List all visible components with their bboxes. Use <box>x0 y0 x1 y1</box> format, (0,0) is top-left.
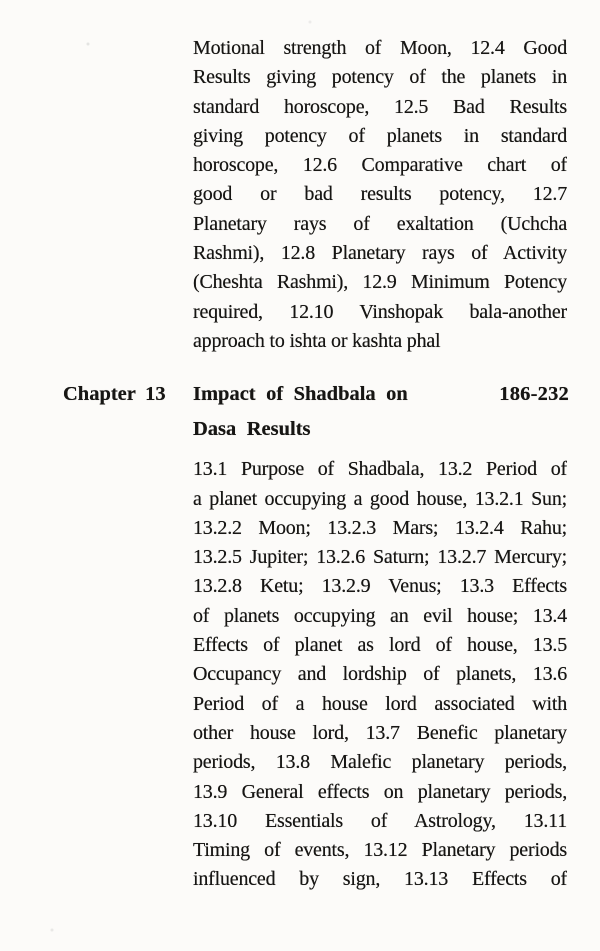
chapter-title-block <box>193 377 569 447</box>
chapter13-details-paragraph <box>193 455 567 894</box>
text-line: other house lord, 13.7 Benefic planetary <box>193 721 567 744</box>
text-line: 13.2.8 Ketu; 13.2.9 Venus; 13.3 Effects <box>193 575 567 598</box>
text-line: Rashmi), 12.8 Planetary rays of Activity <box>193 242 567 265</box>
text-line: Occupancy and lordship of planets, 13.6 <box>193 663 567 686</box>
text-line: influenced by sign, 13.13 Effects of <box>193 868 567 891</box>
text-line: periods, 13.8 Malefic planetary periods, <box>193 751 567 774</box>
text-line: Planetary rays of exaltation (Uchcha <box>193 212 567 235</box>
chapter-number-label: Chapter 13 <box>63 383 166 406</box>
text-line: 13.10 Essentials of Astrology, 13.11 <box>193 809 567 832</box>
chapter-page-range: 186-232 <box>499 383 569 406</box>
text-line: Results giving potency of the planets in <box>193 66 567 89</box>
text-line: a planet occupying a good house, 13.2.1 Sun; <box>193 487 567 510</box>
text-line: 13.1 Purpose of Shadbala, 13.2 Period of <box>193 458 567 481</box>
chapter-title-line2: Dasa Results <box>193 418 311 441</box>
chapter-title-row <box>193 377 569 412</box>
text-line: Motional strength of Moon, 12.4 Good <box>193 37 567 59</box>
text-line: 13.2.2 Moon; 13.2.3 Mars; 13.2.4 Rahu; <box>193 516 567 539</box>
text-line: Effects of planet as lord of house, 13.5 <box>193 634 567 657</box>
chapter13-toc-entry <box>0 377 600 447</box>
text-line: giving potency of planets in standard <box>193 124 567 147</box>
text-line: required, 12.10 Vinshopak bala-another <box>193 300 567 323</box>
chapter12-continuation-paragraph <box>193 0 567 356</box>
text-line: (Cheshta Rashmi), 12.9 Minimum Potency <box>193 271 567 294</box>
text-line: horoscope, 12.6 Comparative chart of <box>193 154 567 177</box>
text-line: Period of a house lord associated with <box>193 692 567 715</box>
text-line: standard horoscope, 12.5 Bad Results <box>193 95 567 118</box>
text-line: Timing of events, 13.12 Planetary periods <box>193 839 567 862</box>
text-line: of planets occupying an evil house; 13.4 <box>193 604 567 627</box>
text-line: 13.9 General effects on planetary periods, <box>193 780 567 803</box>
text-line: good or bad results potency, 12.7 <box>193 183 567 206</box>
chapter-title-line1: Impact of Shadbala on <box>193 383 408 406</box>
text-line: 13.2.5 Jupiter; 13.2.6 Saturn; 13.2.7 Mercury; <box>193 546 567 569</box>
text-line: approach to ishta or kashta phal <box>193 329 441 352</box>
